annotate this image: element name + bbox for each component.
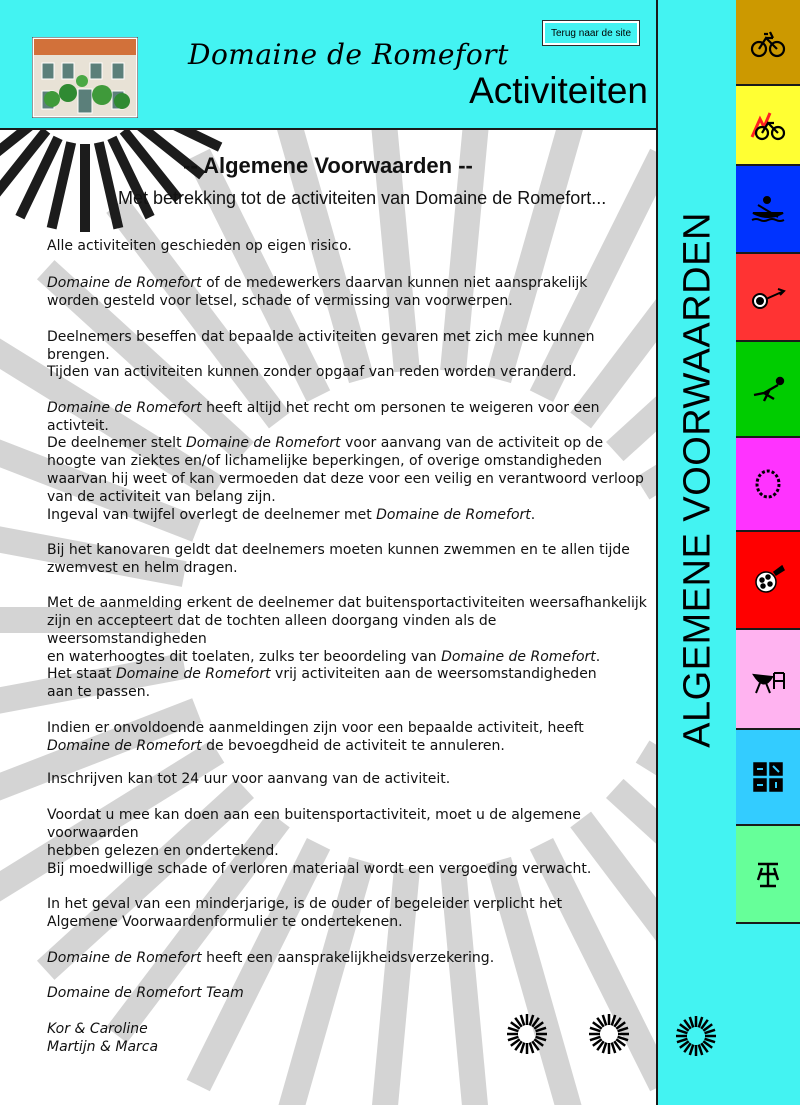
company-name-text: Domaine de Romefort xyxy=(47,738,202,754)
tile-survival[interactable] xyxy=(736,342,800,438)
paragraph xyxy=(47,770,647,788)
header xyxy=(0,0,656,130)
paintball-icon xyxy=(750,562,786,598)
tile-paintball[interactable] xyxy=(736,532,800,630)
company-name-text: Domaine de Romefort xyxy=(376,507,531,523)
back-to-site-button[interactable]: Terug naar de site xyxy=(542,20,640,46)
company-name-text: Domaine de Romefort Team xyxy=(47,985,244,1001)
sidebar-title: ALGEMENE VOORWAARDEN xyxy=(676,212,719,748)
mountain-bike-icon xyxy=(750,107,786,143)
paragraph xyxy=(47,274,647,310)
paragraph xyxy=(47,328,647,364)
paragraph-text: Alle activiteiten geschieden op eigen risico. xyxy=(47,238,352,254)
company-name-text: Domaine de Romefort xyxy=(115,666,271,682)
company-name-text: Domaine de Romefort xyxy=(186,435,341,451)
paragraph-text: de bevoegdheid de activiteit te annuleren. xyxy=(201,738,505,754)
brand-title: Domaine de Romefort xyxy=(188,38,509,71)
canoe-icon xyxy=(750,191,786,227)
sun-icon xyxy=(587,1012,631,1056)
archery-icon xyxy=(750,279,786,315)
house-logo xyxy=(32,37,138,118)
company-name-text: Domaine de Romefort xyxy=(47,400,202,416)
paragraph xyxy=(47,237,647,255)
tile-kanovaren[interactable] xyxy=(736,166,800,254)
paragraph-text: of de medewerkers daarvan kunnen niet aansprakelijk worden gesteld voor letsel, schade of vermissing van voorwerpen. xyxy=(47,275,588,309)
paragraph xyxy=(47,806,647,860)
paragraph-text: Inschrijven kan tot 24 uur voor aanvang van de activiteit. xyxy=(47,771,451,787)
paragraph-text: Bij het kanovaren geldt dat deelnemers moeten kunnen zwemmen en te allen tijde zwemvest en helm dragen. xyxy=(47,542,630,576)
paragraph-text: Bij moedwillige schade of verloren materiaal wordt een vergoeding verwacht. xyxy=(47,861,592,877)
paragraph xyxy=(47,860,647,878)
paragraph xyxy=(47,949,647,967)
picnic-table-icon xyxy=(750,856,786,892)
bicycle-icon xyxy=(750,24,786,60)
paragraph xyxy=(47,594,647,666)
tile-boogschieten[interactable] xyxy=(736,254,800,342)
paragraph xyxy=(47,984,647,1002)
crawling-person-icon xyxy=(750,371,786,407)
company-name-text: Kor & Caroline Martijn & Marca xyxy=(47,1021,159,1055)
company-name-text: Domaine de Romefort xyxy=(441,649,596,665)
paragraph xyxy=(47,541,647,577)
paragraph xyxy=(47,895,647,931)
tile-barbecue[interactable] xyxy=(736,630,800,730)
paragraph-text: heeft altijd het recht om personen te weigeren voor een activteit. xyxy=(47,400,600,434)
paragraph xyxy=(47,363,647,381)
company-name-text: Domaine de Romefort xyxy=(47,275,202,291)
tile-puzzeltocht[interactable] xyxy=(736,730,800,826)
page-title: Activiteiten xyxy=(469,70,648,111)
paragraph-text: heeft een aansprakelijkheidsverzekering. xyxy=(201,950,495,966)
paragraph-text: . xyxy=(530,507,536,523)
paragraph xyxy=(47,1020,647,1056)
paragraph-text: De deelnemer stelt xyxy=(47,435,187,451)
document-subtitle: Met betrekking tot de activiteiten van Domaine de Romefort... xyxy=(118,188,607,208)
company-name-text: Domaine de Romefort xyxy=(47,950,202,966)
paragraph-text: Deelnemers beseffen dat bepaalde activiteiten gevaren met zich mee kunnen brengen. xyxy=(47,329,595,363)
paragraph-text: In het geval van een minderjarige, is de ouder of begeleider verplicht het Algemene Voorwaardenformulier te ondertekenen. xyxy=(47,896,563,930)
activity-nav xyxy=(736,0,800,1105)
paragraph xyxy=(47,719,647,755)
paragraph xyxy=(47,434,647,524)
paragraph-text: vrij activiteiten aan de weersomstandigheden aan te passen. xyxy=(47,666,597,700)
map-puzzle-icon xyxy=(750,759,786,795)
paragraph-text: Voordat u mee kan doen aan een buitensportactiviteit, moet u de algemene voorwaarden hebben gelezen en ondertekend. xyxy=(47,807,581,859)
paragraph-text: Tijden van activiteiten kunnen zonder opgaaf van reden worden veranderd. xyxy=(47,364,577,380)
sun-icon xyxy=(674,1014,718,1058)
rope-icon xyxy=(750,466,786,502)
tile-mountainbike[interactable] xyxy=(736,86,800,166)
tile-picknick[interactable] xyxy=(736,826,800,924)
paragraph-text: Met de aanmelding erkent de deelnemer dat buitensportactiviteiten weersafhankelijk zijn en accepteert dat de tochten alleen doorgang vinden als de weersomstandigheden en waterhoogtes dit toelaten, zulks ter beoordeling van xyxy=(47,595,647,665)
barbecue-icon xyxy=(750,661,786,697)
paragraph-text: voor aanvang van de activiteit op de hoogte van ziektes en/of lichamelijke beperkingen, of overige omstandigheden waarvan hij weet of kan vermoeden dat deze voor een veilig en verantwoord verloop van de activiteit van belang zijn. Ingeval van twijfel overlegt de deelnemer met xyxy=(47,435,644,523)
tile-touwen[interactable] xyxy=(736,438,800,532)
tile-fietsen[interactable] xyxy=(736,0,800,86)
paragraph-text: Indien er onvoldoende aanmeldingen zijn voor een bepaalde activiteit, heeft xyxy=(47,720,584,736)
paragraph xyxy=(47,665,647,701)
paragraph xyxy=(47,399,647,435)
sun-icon xyxy=(505,1012,549,1056)
document-title: -- Algemene Voorwaarden -- xyxy=(183,153,473,178)
paragraph-text: . xyxy=(595,649,601,665)
paragraph-text: Het staat xyxy=(47,666,116,682)
